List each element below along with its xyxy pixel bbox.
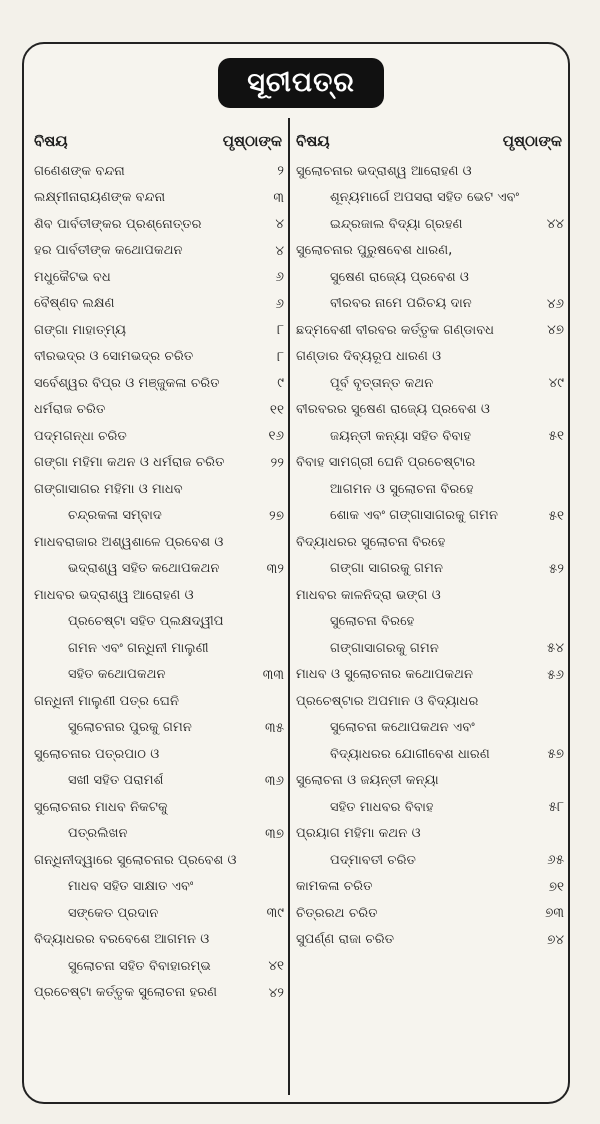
toc-entry-line [34,370,284,397]
toc-page-number: ୪୬ [546,295,564,312]
toc-column-right [296,124,564,953]
column-header [34,124,284,158]
toc-entry-text: ମାଧବରାଜାର ଅଶ୍ୱଶାଳେ ପ୍ରବେଶ ଓ [34,534,224,550]
toc-page-number: ୪୪ [546,216,564,233]
toc-page-number: ୨୨ [270,454,284,471]
toc-entry [34,423,284,450]
toc-page-number: ୩୨ [266,560,284,577]
toc-entry-line [296,317,564,344]
toc-page-number: ୩୭ [265,825,284,842]
toc-entry-line [34,423,284,450]
toc-entry-text: ବିଦ୍ୟାଧରର ଯୋଗୀବେଶ ଧାରଣ [330,746,490,762]
toc-entry-line [296,927,564,954]
toc-entry [34,847,284,927]
toc-entry [296,397,564,450]
toc-entry [34,476,284,529]
toc-entry [296,450,564,530]
toc-entry-line [34,529,284,556]
toc-entry-line [34,741,284,768]
toc-entry-line [296,768,564,795]
toc-entry-line [296,185,564,212]
toc-entry-line [296,609,564,636]
toc-entry-text: ସୁଲୋଚନାର ପତ୍ରପାଠ ଓ [34,746,160,762]
toc-entry-text: ବୈଷ୍ଣବ ଲକ୍ଷଣ [34,296,115,312]
toc-entry [34,264,284,291]
toc-entry-line [34,503,284,530]
toc-entry-line [296,582,564,609]
toc-entry-text: ସୁଲୋଚନା ବିରହେ [330,614,415,630]
toc-entry-text: ଗଙ୍ଗା ମହିମା କଥନ ଓ ଧର୍ମରାଜ ଚରିତ [34,455,225,471]
toc-entry-text: ପ୍ରଚେଷ୍ଟା ସହିତ ପ୍ଲକ୍ଷଦ୍ୱୀପ [68,614,224,630]
toc-entry [34,158,284,185]
toc-entry [296,768,564,821]
toc-entry-line [34,768,284,795]
toc-entry-line [296,847,564,874]
toc-entry-text: ଗଙ୍ଗାସାଗରକୁ ଗମନ [330,640,439,656]
toc-page-number: ୧୧ [269,401,284,418]
toc-entry [296,529,564,582]
toc-entry-text: ପଦ୍ମଗନ୍ଧା ଚରିତ [34,428,127,444]
toc-page-number: ୩୩ [262,666,284,683]
toc-entry-text: ସର୍ବେଶ୍ୱର ବିପ୍ର ଓ ମଞ୍ଜୁକଳା ଚରିତ [34,375,220,391]
toc-page-number: ୪୭ [547,322,564,339]
toc-page-number: ୩୫ [264,719,284,736]
toc-entry-text: ଧର୍ମରାଜ ଚରିତ [34,402,106,418]
toc-entry-text: ସହିତ କଥୋପକଥନ [68,667,166,683]
toc-page-number: ୬୫ [547,852,564,869]
toc-page-number: ୫୧ [548,428,564,445]
toc-page-number: ୫୬ [547,666,564,683]
toc-entry-line [296,238,564,265]
toc-entry [34,688,284,741]
toc-column-left [34,124,284,1006]
toc-entry [34,291,284,318]
toc-entry-text: ମାଧବ ଓ ସୁଲୋଚନାର କଥୋପକଥନ [296,667,474,683]
toc-page-number: ୩ [273,189,284,206]
toc-entry-line [296,397,564,424]
toc-entry-text: ଚିତ୍ରରଥ ଚରିତ [296,905,378,921]
toc-entry-line [296,900,564,927]
toc-page-number: ୫୪ [546,640,564,657]
toc-entry [34,397,284,424]
toc-page-number: ୫୭ [547,746,564,763]
toc-entry-text: ସୁଲୋଚନା କଥୋପକଥନ ଏବଂ [330,720,475,736]
toc-entry-text: ଗନ୍ଧିନୀଦ୍ୱାରେ ସୁଲୋଚନାର ପ୍ରବେଶ ଓ [34,852,237,868]
page-title: ସୂଚୀପତ୍ର [218,58,384,108]
toc-entry [296,238,564,318]
toc-entry-line [296,158,564,185]
toc-entry [34,980,284,1007]
toc-entry-line [34,185,284,212]
toc-entry-text: ଶୂନ୍ୟମାର୍ଗେ ଅପସରା ସହିତ ଭେଟ ଏବଂ [330,190,519,206]
toc-entry [296,688,564,768]
toc-entry [296,317,564,344]
toc-page-number: ୪୯ [548,375,564,392]
toc-entry-line [296,291,564,318]
toc-entry-line [296,662,564,689]
toc-entry-text: ସୁଲୋଚନାର ମାଧବ ନିକଟକୁ [34,799,168,815]
toc-entry-text: ମାଧବ ସହିତ ସାକ୍ଷାତ ଏବଂ [68,879,194,895]
toc-entry [296,927,564,954]
toc-entry-line [34,980,284,1007]
toc-entry [34,344,284,371]
toc-entry-line [34,715,284,742]
toc-entry-line [296,821,564,848]
toc-entry-line [34,264,284,291]
toc-entry-line [296,556,564,583]
toc-entry-text: ପତ୍ରଲିଖନ [68,826,128,842]
toc-entry-text: ସୁଲୋଚନାର ପୁରୁଷବେଶ ଧାରଣ, [296,243,453,259]
toc-page-number: ୭୪ [547,931,564,948]
toc-entry-line [34,609,284,636]
toc-entry-line [34,688,284,715]
toc-entry-line [34,397,284,424]
toc-page-number: ୬ [275,269,284,286]
toc-entry-text: ଗଙ୍ଗା ସାଗରକୁ ଗମନ [330,561,444,577]
toc-entry-line [34,635,284,662]
toc-entry [34,582,284,688]
toc-entries-right [296,158,564,953]
toc-entry-text: ଗଙ୍ଗା ମାହାତ୍ମ୍ୟ [34,322,127,338]
toc-page-number: ୪ [275,216,284,233]
toc-entry-text: ଲକ୍ଷ୍ମୀନାରାୟଣଙ୍କ ବନ୍ଦନା [34,190,166,206]
toc-page-number: ୨ [277,163,284,180]
toc-entry-text: ବିବାହ ସାମଗ୍ରୀ ଘେନି ପ୍ରଚେଷ୍ଟାର [296,455,476,471]
column-divider [288,118,290,1095]
toc-entry-line [34,953,284,980]
toc-entry-text: ସୁପର୍ଣ୍ଣ ରାଜା ଚରିତ [296,932,395,948]
header-page: ପୃଷ୍ଠାଙ୍କ [222,132,282,150]
toc-entry-text: ସହିତ ମାଧବର ବିବାହ [330,799,434,815]
toc-entry-line [34,821,284,848]
toc-entry [34,185,284,212]
toc-entry-text: ଶୋକ ଏବଂ ଗଙ୍ଗାସାଗରକୁ ଗମନ [330,508,499,524]
toc-entry-text: ଗମନ ଏବଂ ଗନ୍ଧିନୀ ମାଲୁଣୀ [68,640,209,656]
toc-page-number: ୫୨ [548,560,564,577]
toc-entry-line [296,211,564,238]
toc-page-number: ୫୮ [548,799,564,816]
toc-entry [34,450,284,477]
toc-entry-line [296,715,564,742]
toc-page-number: ୬ [275,295,284,312]
toc-entry [296,582,564,662]
toc-entry-text: ହର ପାର୍ବତୀଙ୍କ କଥୋପକଥନ [34,243,183,259]
toc-entry [34,927,284,980]
toc-entry-line [34,847,284,874]
toc-entry-line [296,529,564,556]
header-page: ପୃଷ୍ଠାଙ୍କ [502,132,562,150]
toc-page-number: ୭୩ [545,905,564,922]
toc-entry [34,317,284,344]
toc-entry [34,238,284,265]
toc-entry-line [296,635,564,662]
toc-entry-line [34,476,284,503]
toc-entry [296,821,564,874]
toc-entry-line [296,874,564,901]
toc-entry-text: କାମକଳା ଚରିତ [296,879,373,895]
toc-entry-line [34,900,284,927]
toc-entry [34,529,284,582]
toc-page-number: ୫୧ [548,507,564,524]
toc-entry-text: ସୁଷେଣ ରାଜ୍ୟେ ପ୍ରବେଶ ଓ [330,269,469,285]
toc-entry-text: ପ୍ରଚେଷ୍ଟାର ଅପମାନ ଓ ବିଦ୍ୟାଧର [296,693,479,709]
toc-entry-text: ସଖୀ ସହିତ ପରାମର୍ଶ [68,773,164,789]
toc-page-number: ୮ [276,348,284,365]
toc-entry [296,900,564,927]
toc-entry-line [34,662,284,689]
toc-entry-line [296,476,564,503]
toc-entry [34,741,284,794]
column-header [296,124,564,158]
toc-entry-line [34,317,284,344]
toc-entry-text: ଛଦ୍ମବେଶୀ ବୀରବର କର୍ତ୍ତୃକ ଗଣ୍ଡାବଧ [296,322,495,338]
toc-entry-line [34,291,284,318]
toc-entry-text: ମାଧବର କାଳନିଦ୍ରା ଭଙ୍ଗ ଓ [296,587,441,603]
toc-page-number: ୭୧ [548,878,564,895]
toc-entry-line [34,927,284,954]
toc-entry-text: ଚନ୍ଦ୍ରକଳା ସମ୍ବାଦ [68,508,162,524]
toc-entry-text: ଜୟନ୍ତୀ କନ୍ୟା ସହିତ ବିବାହ [330,428,472,444]
toc-entry-line [296,370,564,397]
toc-entry-line [34,238,284,265]
toc-entry-text: ପୂର୍ବ ବୃତ୍ତାନ୍ତ କଥନ [330,375,434,391]
toc-page-number: ୯ [277,375,284,392]
header-subject: ବିଷୟ [34,132,68,150]
toc-entry-line [34,556,284,583]
toc-entry-text: ସୁଲୋଚନାର ଭଦ୍ରାଶ୍ୱ ଆରୋହଣ ଓ [296,163,472,179]
toc-entry-line [296,450,564,477]
toc-entry-text: ମାଧବର ଭଦ୍ରାଶ୍ୱ ଆରୋହଣ ଓ [34,587,194,603]
toc-page-number: ୧୬ [268,428,284,445]
toc-page-number: ୩୬ [264,772,284,789]
toc-entry-text: ଆଗମନ ଓ ସୁଲୋଚନା ବିରହେ [330,481,474,497]
toc-entry [296,158,564,238]
toc-entry-text: ବୀରବର ନାମେ ପରିଚୟ ଦାନ [330,296,472,312]
toc-page-number: ୮ [276,322,284,339]
toc-entry-line [34,211,284,238]
toc-entry-text: ବୀରଭଦ୍ର ଓ ସୋମଭଦ୍ର ଚରିତ [34,349,194,365]
toc-entry-text: ଭଦ୍ରାଶ୍ୱ ସହିତ କଥୋପକଥନ [68,561,220,577]
toc-entries-left [34,158,284,1006]
toc-entry-line [34,874,284,901]
toc-page-number: ୪ [275,242,284,259]
toc-entry-text: ଗନ୍ଧିନୀ ମାଲୁଣୀ ପତ୍ର ଘେନି [34,693,180,709]
toc-entry-line [296,423,564,450]
toc-entry-line [34,794,284,821]
toc-entry-text: ବିଦ୍ୟାଧରର ବରବେଶେ ଆଗମନ ଓ [34,932,210,948]
toc-entry [296,662,564,689]
toc-page-number: ୪୧ [268,958,284,975]
toc-entry-text: ସୁଲୋଚନା ଓ ଜୟନ୍ତୀ କନ୍ୟା [296,773,439,789]
toc-page-number: ୩୯ [266,905,284,922]
toc-entry-line [296,794,564,821]
toc-entry-text: ଗଙ୍ଗାସାଗର ମହିମା ଓ ମାଧବ [34,481,183,497]
toc-entry-line [34,344,284,371]
toc-entry-line [296,264,564,291]
toc-page-number: ୨୭ [269,507,284,524]
toc-entry-text: ପ୍ରଚେଷ୍ଟା କର୍ତ୍ତୃକ ସୁଲୋଚନା ହରଣ [34,985,218,1001]
toc-entry [34,794,284,847]
toc-entry-line [296,344,564,371]
toc-entry-text: ସୁଲୋଚନା ସହିତ ବିବାହାରମ୍ଭ [68,958,211,974]
toc-entry-text: ସଙ୍କେତ ପ୍ରଦାନ [68,905,159,921]
toc-entry-text: ସୁଲୋଚନାର ପୁରକୁ ଗମନ [68,720,192,736]
toc-entry-line [296,503,564,530]
toc-entry-line [34,450,284,477]
toc-entry [296,344,564,397]
toc-entry-line [34,582,284,609]
toc-entry-text: ବୀରବରର ସୁଷେଣ ରାଜ୍ୟେ ପ୍ରବେଶ ଓ [296,402,490,418]
toc-entry [34,211,284,238]
toc-entry [34,370,284,397]
toc-entry-text: ଗଣ୍ଡାର ଦିବ୍ୟରୂପ ଧାରଣ ଓ [296,349,442,365]
toc-entry-text: ମଧୁକୈଟଭ ବଧ [34,269,111,285]
toc-entry-text: ପ୍ରୟାଗ ମହିମା କଥନ ଓ [296,826,421,842]
toc-entry-text: ପଦ୍ମାବତୀ ଚରିତ [330,852,417,868]
toc-entry-text: ଗଣେଶଙ୍କ ବନ୍ଦନା [34,163,125,179]
toc-entry-text: ଶିବ ପାର୍ବତୀଙ୍କର ପ୍ରଶ୍ନୋତ୍ତର [34,216,202,232]
toc-page-number: ୪୨ [268,984,284,1001]
toc-entry-line [296,688,564,715]
toc-entry-line [34,158,284,185]
header-subject: ବିଷୟ [296,132,330,150]
toc-entry-text: ବିଦ୍ୟାଧରର ସୁଲୋଚନା ବିରହେ [296,534,446,550]
toc-entry [296,874,564,901]
toc-entry-line [296,741,564,768]
toc-entry-text: ଇନ୍ଦ୍ରଜାଲ ବିଦ୍ୟା ଗ୍ରହଣ [330,216,463,232]
